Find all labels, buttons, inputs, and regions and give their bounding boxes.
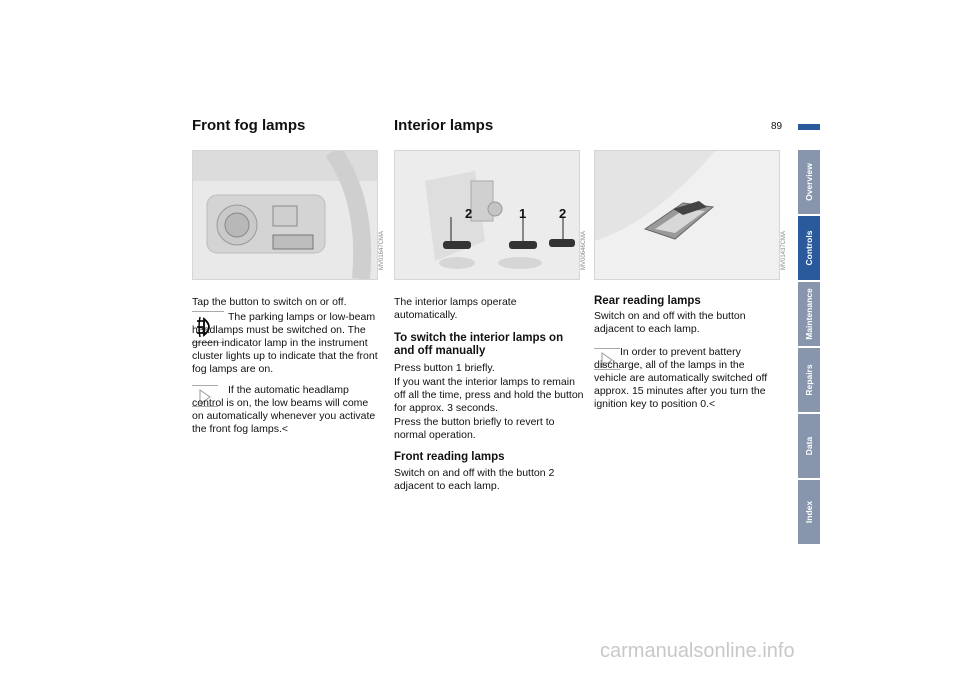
- heading-front-fog-lamps: Front fog lamps: [192, 117, 306, 134]
- heading-interior-lamps: Interior lamps: [394, 117, 494, 134]
- fog-lamp-switch-photo: [192, 150, 378, 280]
- page-number: 89: [771, 121, 783, 132]
- tab-overview[interactable]: Overview: [798, 150, 820, 214]
- page-marker-bar: [798, 124, 820, 130]
- tab-maintenance[interactable]: Maintenance: [798, 282, 820, 346]
- section-tabs: [798, 150, 820, 546]
- heading-rear-reading-lamps: Rear reading lamps: [594, 295, 701, 307]
- remain-off-text: If you want the interior lamps to remain off all the time, press and hold the button for approx. 3 seconds.: [394, 376, 584, 414]
- front-reading-text: Switch on and off with the button 2 adjacent to each lamp.: [394, 467, 555, 492]
- rear-reading-lamp-photo: [594, 150, 780, 280]
- revert-text: Press the button briefly to revert to normal operation.: [394, 416, 555, 441]
- interior-lamps-photo: [394, 150, 580, 280]
- battery-note-text: In order to prevent battery discharge, all of the lamps in the vehicle are automatically switched off approx. 15 minutes after you turn the ignition key to position 0.<: [594, 346, 768, 410]
- fog-auto-text: If the automatic headlamp control is on, the low beams will come on automatically whenever you activate the front fog lamps.<: [192, 384, 376, 435]
- tab-index[interactable]: Index: [798, 480, 820, 544]
- photo-code-rear: MV01437CMA: [781, 230, 787, 270]
- photo-code-fog: MV01647CMA: [379, 230, 385, 270]
- photo-code-interior: MV00646CMA: [581, 230, 587, 270]
- tab-controls[interactable]: Controls: [798, 216, 820, 280]
- tab-data[interactable]: Data: [798, 414, 820, 478]
- press-button-1-text: Press button 1 briefly.: [394, 362, 495, 374]
- interior-auto-text: The interior lamps operate automatically.: [394, 296, 517, 321]
- heading-switch-manually: To switch the interior lamps on and off manually: [394, 332, 564, 357]
- fog-intro-text: Tap the button to switch on or off.: [192, 296, 347, 308]
- callout-1: 1: [519, 206, 527, 221]
- tab-repairs[interactable]: Repairs: [798, 348, 820, 412]
- watermark: carmanualsonline.info: [600, 640, 795, 662]
- callout-2-right: 2: [559, 206, 567, 221]
- callout-2-left: 2: [465, 206, 473, 221]
- fog-note-text: The parking lamps or low-beam headlamps must be switched on. The green indicator lamp in the instrument cluster lights up to indicate that the front fog lamps are on.: [192, 311, 378, 375]
- heading-front-reading-lamps: Front reading lamps: [394, 451, 505, 463]
- rear-reading-text: Switch on and off with the button adjacent to each lamp.: [594, 310, 746, 335]
